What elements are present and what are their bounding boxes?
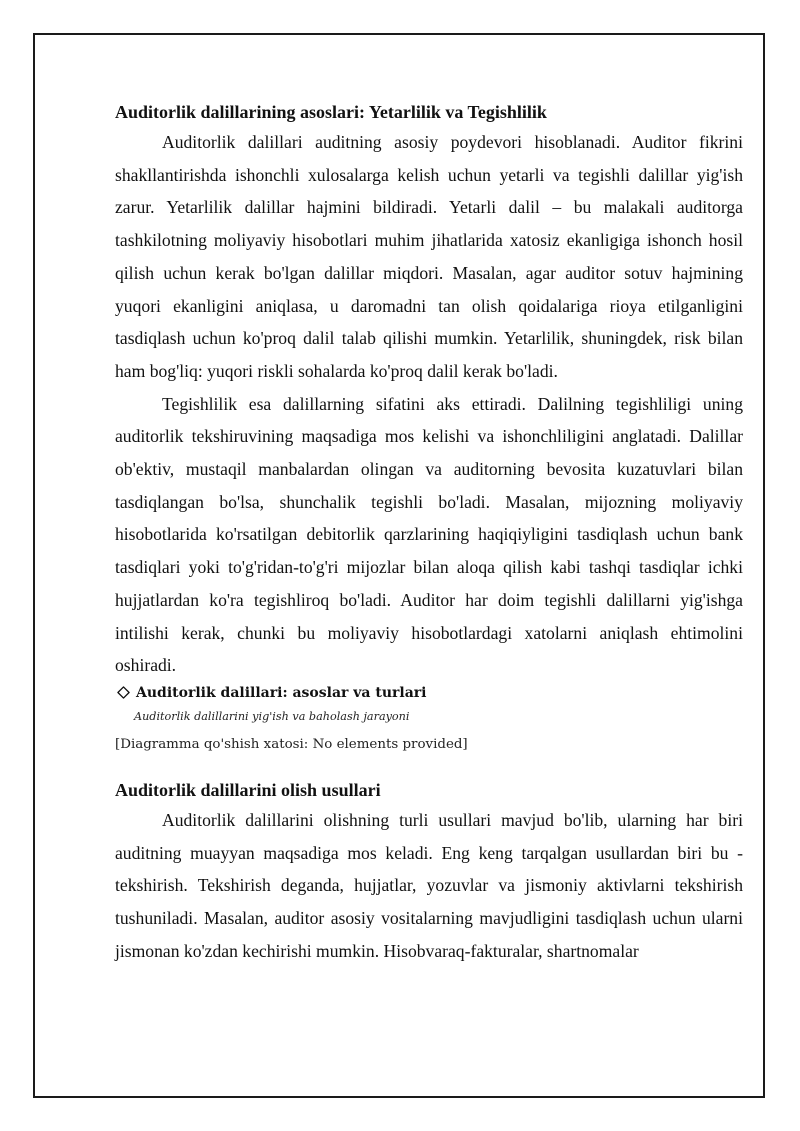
section-heading-evidence-methods: Auditorlik dalillarini olish usullari xyxy=(115,779,381,800)
paragraph-sufficiency: Auditorlik dalillari auditning asosiy poydevori hisoblanadi. Auditor fikrini shakllantirishda ishonchli xulosalarga kelish uchun yetarli va tegishli dalillar yig'ish zarur. Yetarlilik dalillar hajmini bildiradi. Yetarli dalil – bu malakali auditorga tashkilotning moliyaviy hisobotlari muhim jihatlarida xatosiz ekanligiga ishonch hosil qilish uchun kerak bo'lgan dalillar miqdori. Masalan, agar auditor sotuv hajmining yuqori ekanligini aniqlasa, u daromadni tan olish qoidalariga rioya etilganligini tasdiqlash uchun ko'proq dalil talab qilishi mumkin. Yetarlilik, shuningdek, risk bilan ham bog'liq: yuqori riskli sohalarda ko'proq dalil kerak bo'ladi. xyxy=(115,132,743,381)
paragraph-relevance: Tegishlilik esa dalillarning sifatini aks ettiradi. Dalilning tegishliligi uning auditorlik tekshiruvining maqsadiga mos kelishi va ishonchliligini anglatadi. Dalillar ob'ektiv, mustaqil manbalardan olingan va auditorning bevosita kuzatuvlari bilan tasdiqlangan bo'lsa, shunchalik tegishli bo'ladi. Masalan, mijozning moliyaviy hisobotlarida ko'rsatilgan debitorlik qarzlarining haqiqiyligini tasdiqlash uchun bank tasdiqlari yoki to'g'ridan-to'g'ri mijozlar bilan aloqa qilish kabi tashqi tasdiqlar ichki hujjatlardan ko'ra tegishliroq bo'ladi. Auditor har doim tegishli dalillarni yig'ishga intilishi kerak, chunki bu moliyaviy hisobotlardagi xatolarni aniqlash ehtimolini oshiradi. xyxy=(115,393,743,676)
section-heading-sufficiency-relevance: Auditorlik dalillarining asoslari: Yetarlilik va Tegishlilik xyxy=(115,102,547,122)
diagram-title: Auditorlik dalillari: asoslar va turlari xyxy=(136,684,427,701)
diagram-title-row xyxy=(115,682,743,704)
diagram-placeholder xyxy=(115,682,743,756)
document-body xyxy=(115,98,743,967)
diamond-icon xyxy=(117,686,130,699)
paragraph-evidence-methods: Auditorlik dalillarini olishning turli usullari mavjud bo'lib, ularning har biri auditning muayyan maqsadiga mos keladi. Eng keng tarqalgan usullardan biri bu - tekshirish. Tekshirish deganda, hujjatlar, yozuvlar va jismoniy aktivlarni tekshirish tushuniladi. Masalan, auditor asosiy vositalarning mavjudligini tasdiqlash uchun ularni jismonan ko'zdan kechirishi mumkin. Hisobvaraq-fakturalar, shartnomalar xyxy=(115,809,743,961)
diagram-subtitle: Auditorlik dalillarini yig'ish va baholash jarayoni xyxy=(134,709,410,723)
diagram-error-message: [Diagramma qo'shish xatosi: No elements provided] xyxy=(115,736,468,752)
